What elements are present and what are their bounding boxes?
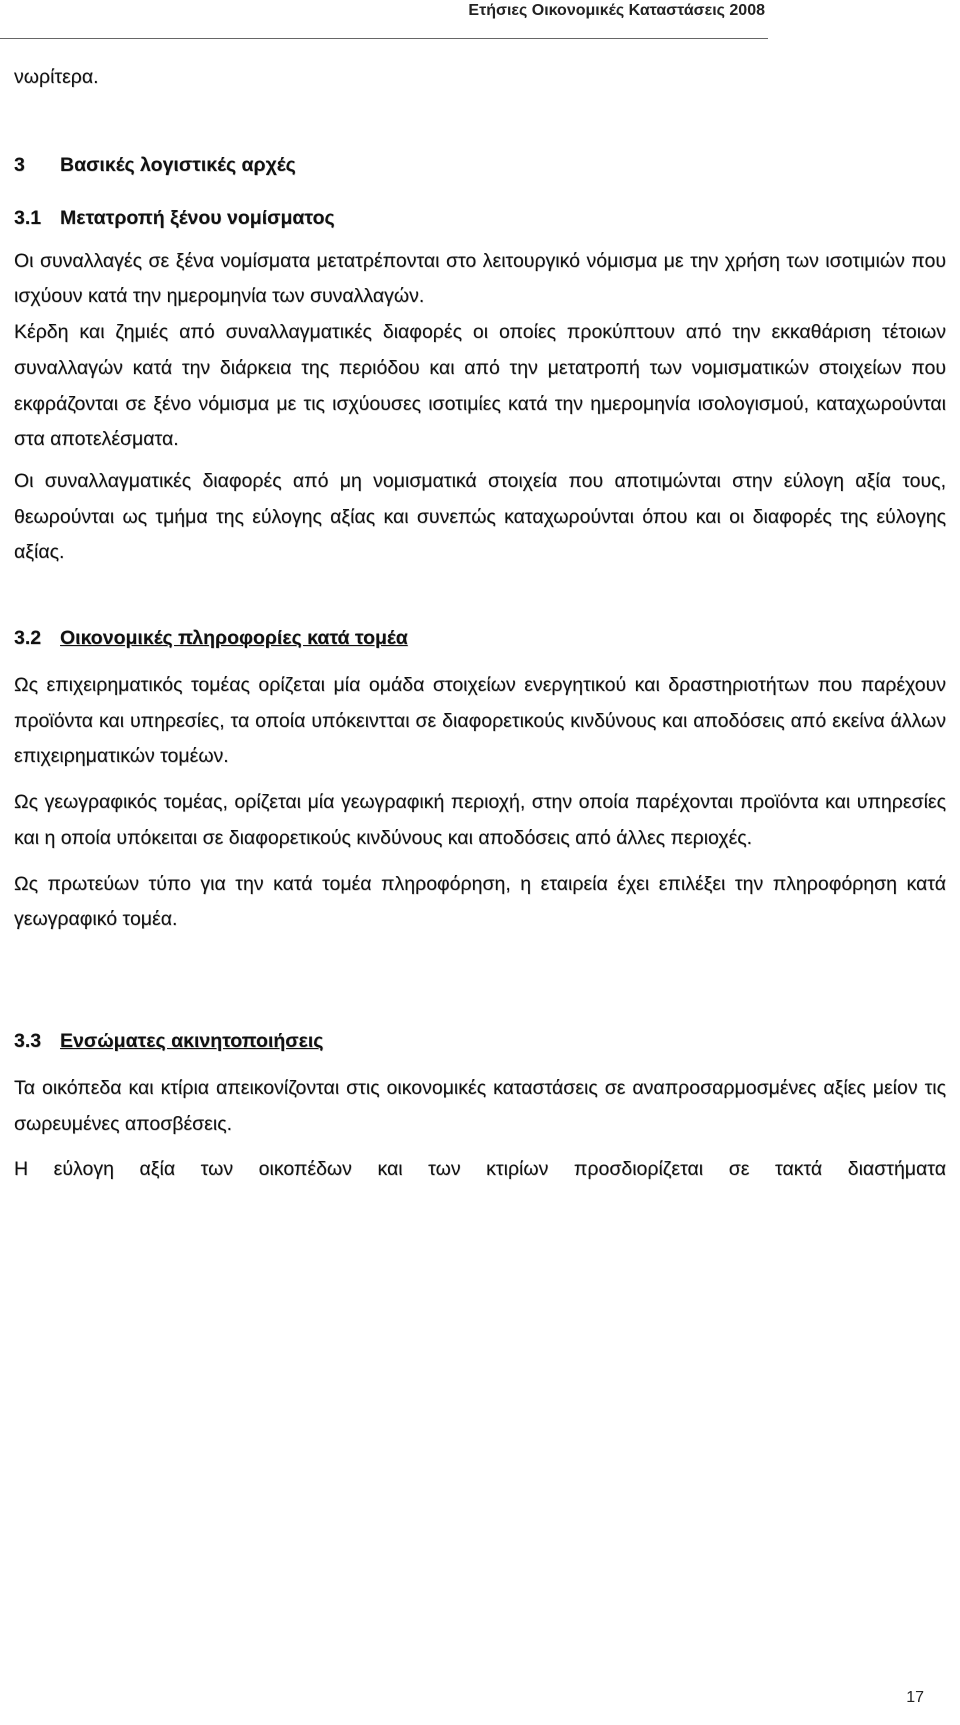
section-3-heading — [14, 154, 946, 177]
section-3-3-number: 3.3 — [14, 1029, 42, 1052]
section-3-1-heading — [14, 207, 946, 230]
section-3-1-number: 3.1 — [14, 206, 42, 229]
section-3-2-paragraph-3: Ως πρωτεύων τύπο για την κατά τομέα πληροφόρηση, η εταιρεία έχει επιλέξει την πληροφόρηση κατά γεωγραφικό τομέα. — [14, 872, 946, 931]
section-3-1-paragraph-1: Οι συναλλαγές σε ξένα νομίσματα μετατρέπονται στο λειτουργικό νόμισμα με την χρήση των ισοτιμιών που ισχύουν κατά την ημερομηνία των συναλλαγών. — [14, 249, 946, 308]
section-3-2-number: 3.2 — [14, 627, 42, 650]
section-3-2-paragraph-2: Ως γεωγραφικός τομέας, ορίζεται μία γεωγραφική περιοχή, στην οποία παρέχονται προϊόντα και υπηρεσίες και η οποία υπόκειται σε διαφορετικούς κινδύνους και αποδόσεις από άλλες περιοχές. — [14, 791, 946, 849]
section-3-1-paragraph-3: Οι συναλλαγματικές διαφορές από μη νομισματικά στοιχεία που αποτιμώνται στην εύλογη αξία τους, θεωρούνται ως τμήμα της εύλογης αξίας και συνεπώς καταχωρούνται όπου και οι διαφορές της εύλογης αξίας. — [14, 469, 946, 564]
section-3-1-paragraph-2: Κέρδη και ζημιές από συναλλαγματικές διαφορές οι οποίες προκύπτουν από την εκκαθάριση τέτοιων συναλλαγών κατά την διάρκεια της περιόδου και από την μετατροπή των νομισματικών στοιχείων που εκφράζονται σε ξένο νόμισμα με τις ισχύουσες ισοτιμίες κατά την ημερομηνία ισολογισμού, καταχωρούνται στα αποτελέσματα. — [14, 321, 946, 451]
document-body — [14, 60, 946, 1188]
section-3-2-heading — [14, 627, 946, 650]
section-3-2-title: Οικονομικές πληροφορίες κατά τομέα — [60, 627, 408, 650]
intro-paragraph: νωρίτερα. — [14, 66, 99, 88]
header-rule — [0, 38, 768, 39]
section-3-3-title: Ενσώματες ακινητοποιήσεις — [60, 1029, 324, 1052]
section-3-1-title: Μετατροπή ξένου νομίσματος — [60, 206, 335, 229]
section-3-title: Βασικές λογιστικές αρχές — [60, 153, 296, 176]
section-3-3-heading — [14, 1030, 946, 1053]
page-number: 17 — [906, 1689, 924, 1706]
page-header-title: Ετήσιες Οικονομικές Καταστάσεις 2008 — [468, 2, 765, 19]
section-3-2-paragraph-1: Ως επιχειρηματικός τομέας ορίζεται μία ομάδα στοιχείων ενεργητικού και δραστηριοτήτων που παρέχουν προϊόντα και υπηρεσίες, τα οποία υπόκειντται σε διαφορετικούς κινδύνους και αποδόσεις από εκείνα άλλων επιχειρηματικών τομέων. — [14, 674, 946, 768]
section-3-3-paragraph-1: Τα οικόπεδα και κτίρια απεικονίζονται στις οικονομικές καταστάσεις σε αναπροσαρμοσμένες αξίες μείον τις σωρευμένες αποσβέσεις. — [14, 1076, 946, 1135]
section-3-3-paragraph-2: Η εύλογη αξία των οικοπέδων και των κτιρίων προσδιορίζεται σε τακτά διαστήματα — [14, 1158, 946, 1181]
section-3-number: 3 — [14, 153, 25, 176]
